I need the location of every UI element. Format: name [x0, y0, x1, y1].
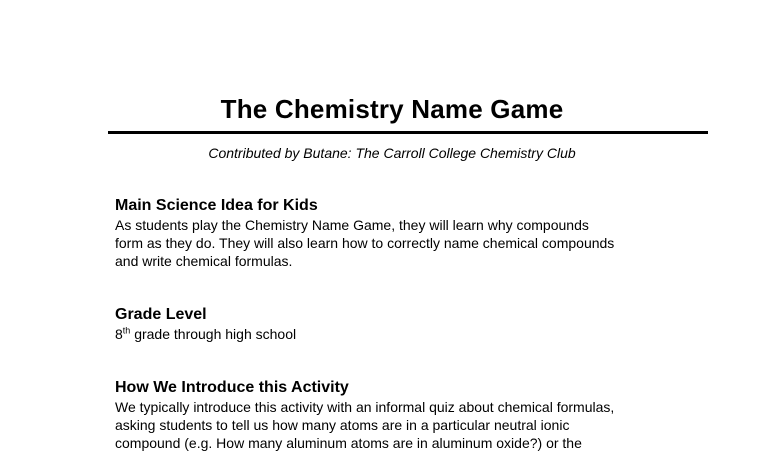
grade-ordinal-suffix: th [122, 325, 131, 336]
grade-number: 8 [115, 326, 123, 342]
section-grade-level [115, 305, 675, 343]
section-heading: Main Science Idea for Kids [115, 197, 318, 214]
section-main-science-idea [115, 196, 675, 270]
grade-range-text: grade through high school [130, 326, 297, 342]
section-body: As students play the Chemistry Name Game, they will learn why compounds form as they do. They will also learn how to correctly name chemical compounds and write chemical formulas. [115, 217, 615, 269]
contributor-line: Contributed by Butane: The Carroll College Chemistry Club [208, 145, 576, 161]
section-heading: How We Introduce this Activity [115, 379, 349, 396]
section-body: We typically introduce this activity with an informal quiz about chemical formulas, asking students to tell us how many atoms are in a particular neutral ionic compound (e.g. How many aluminum atoms are in aluminum oxide?) or the [115, 399, 615, 451]
section-introduce-activity [115, 378, 675, 452]
document-title: The Chemistry Name Game [220, 94, 564, 124]
grade-level-text [115, 325, 675, 343]
section-heading: Grade Level [115, 306, 207, 323]
title-divider [108, 131, 708, 134]
